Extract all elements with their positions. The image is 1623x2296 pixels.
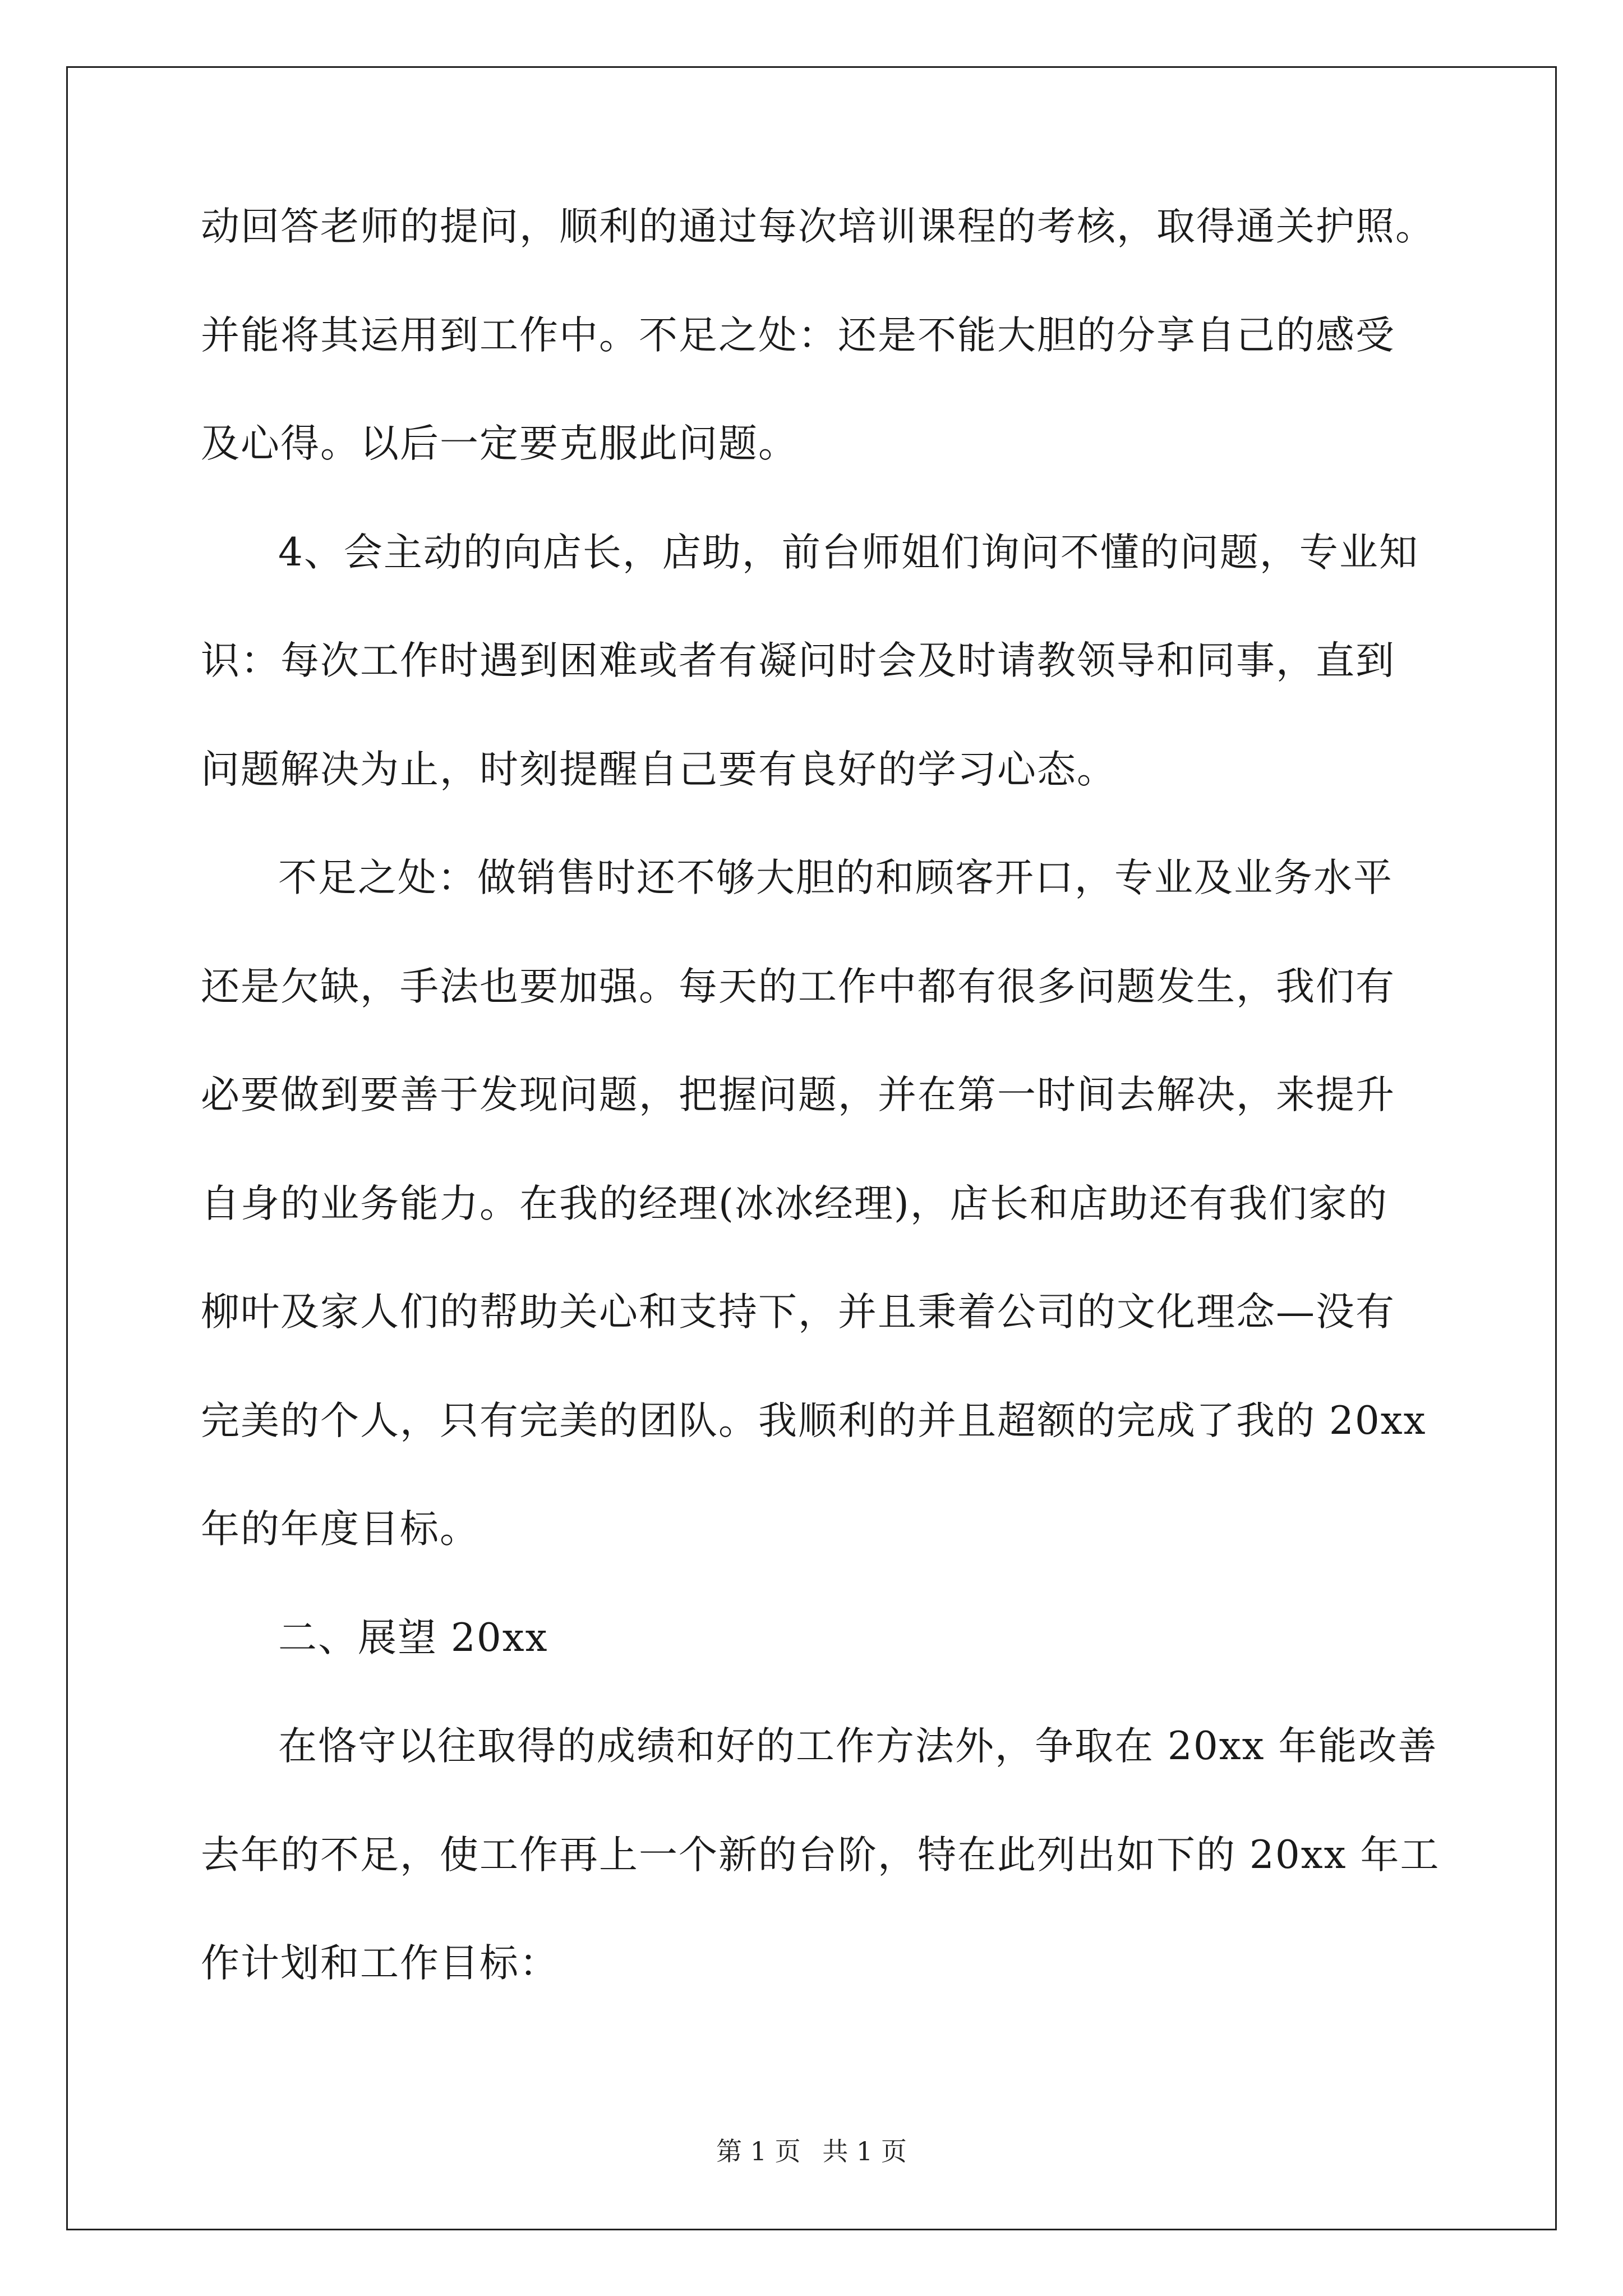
paragraph-line: 4、会主动的向店长，店助，前台师姐们询问不懂的问题，专业知 [278,530,1419,575]
paragraph-line: 去年的不足，使工作再上一个新的台阶，特在此列出如下的 20xx 年工 [201,1832,1440,1878]
paragraph-line: 还是欠缺，手法也要加强。每天的工作中都有很多问题发生，我们有 [201,964,1395,1009]
paragraph-line: 动回答老师的提问，顺利的通过每次培训课程的考核，取得通关护照。 [201,204,1435,249]
paragraph-line: 并能将其运用到工作中。不足之处：还是不能大胆的分享自己的感受 [201,312,1395,358]
paragraph-line: 自身的业务能力。在我的经理(冰冰经理)，店长和店助还有我们家的 [201,1181,1388,1226]
page-number: 第 1 页 [716,2136,801,2166]
paragraph-line: 在恪守以往取得的成绩和好的工作方法外，争取在 20xx 年能改善 [278,1724,1438,1769]
paragraph-line: 柳叶及家人们的帮助关心和支持下，并且秉着公司的文化理念—没有 [201,1290,1395,1335]
paragraph-line: 必要做到要善于发现问题，把握问题，并在第一时间去解决，来提升 [201,1073,1395,1117]
paragraph-line: 年的年度目标。 [201,1507,479,1552]
paragraph-line: 问题解决为止，时刻提醒自己要有良好的学习心态。 [201,747,1117,792]
paragraph-line: 不足之处：做销售时还不够大胆的和顾客开口，专业及业务水平 [278,855,1393,900]
paragraph-line: 及心得。以后一定要克服此问题。 [201,421,798,466]
page-total: 共 1 页 [822,2136,907,2166]
page-footer [0,2138,1623,2164]
document-body [201,204,1440,2053]
section-heading: 二、展望 20xx [278,1615,548,1660]
paragraph-line: 作计划和工作目标： [201,1941,559,1986]
paragraph-line: 完美的个人，只有完美的团队。我顺利的并且超额的完成了我的 20xx [201,1398,1427,1443]
paragraph-line: 识：每次工作时遇到困难或者有凝问时会及时请教领导和同事，直到 [201,638,1395,683]
